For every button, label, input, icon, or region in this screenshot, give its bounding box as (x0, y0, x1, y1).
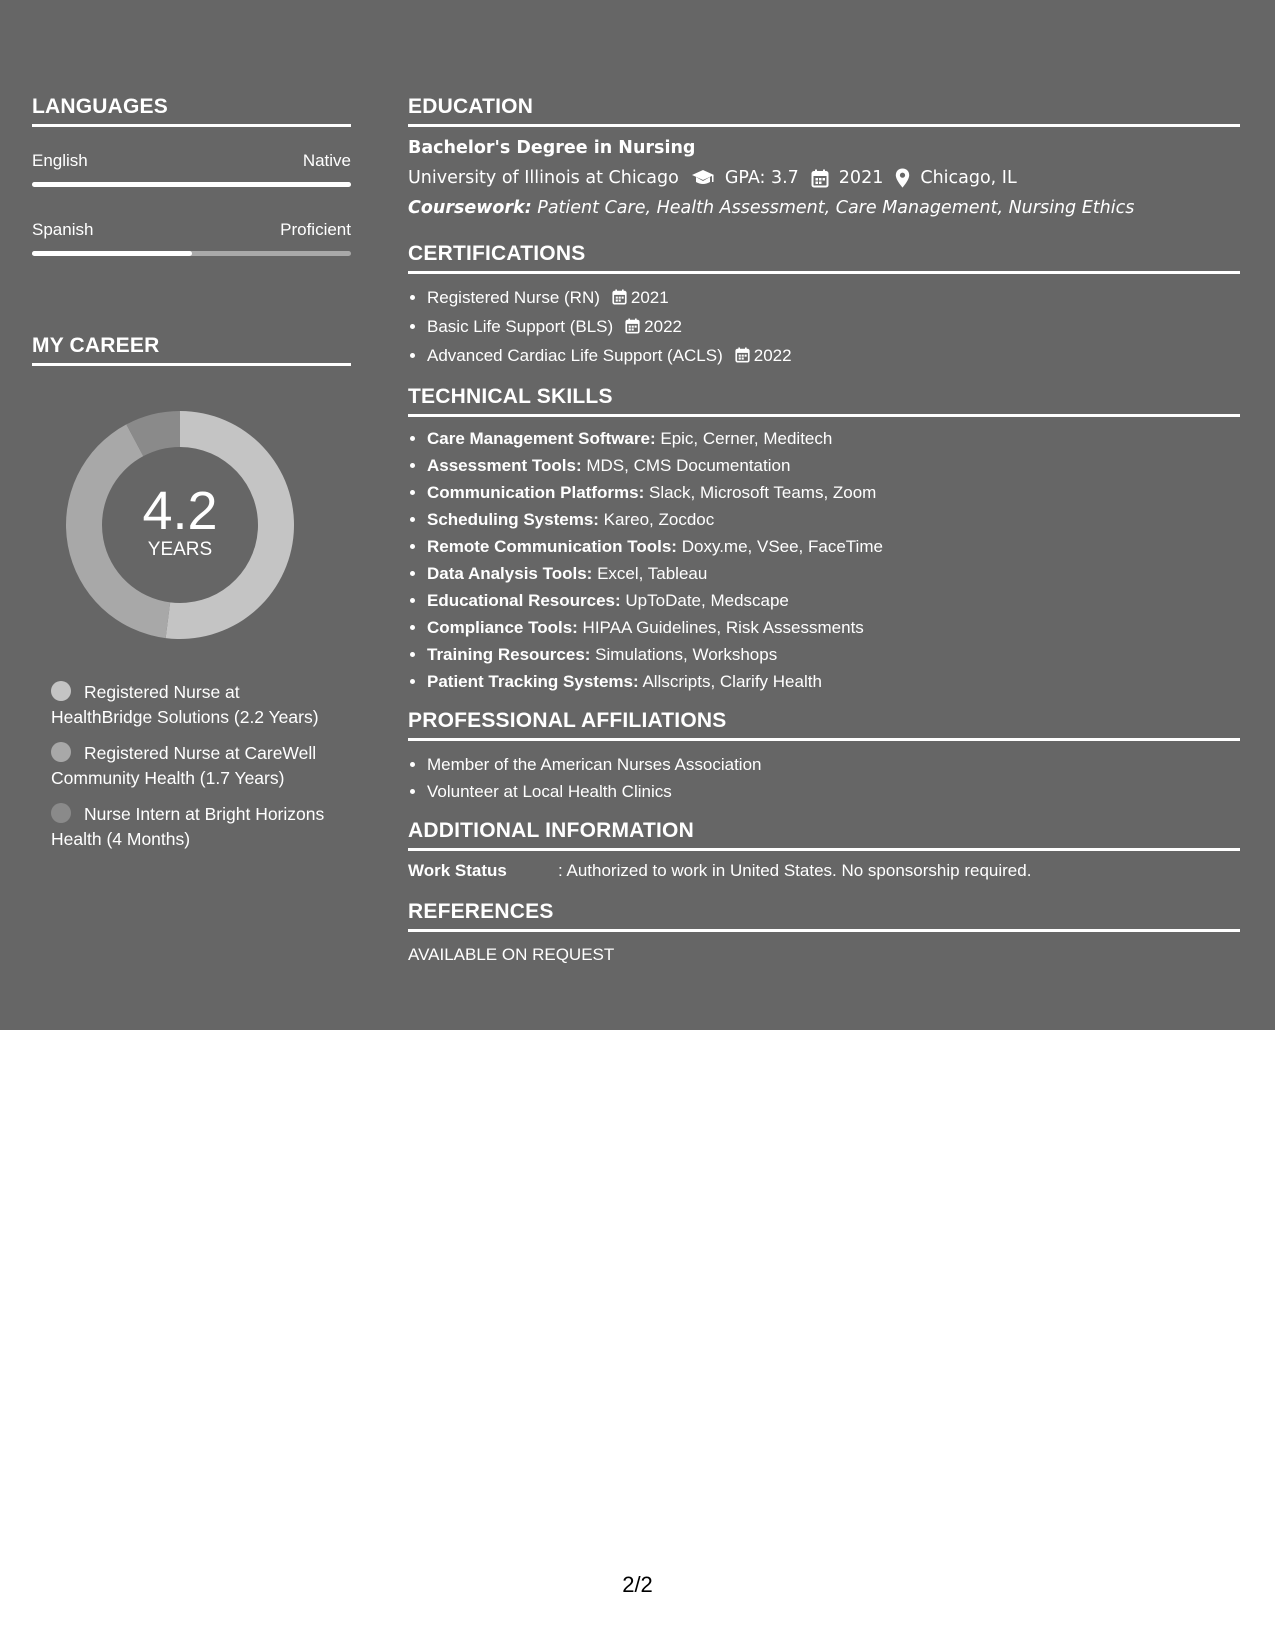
language-level: Proficient (280, 220, 351, 239)
certifications-list (408, 284, 1240, 371)
gpa: GPA: 3.7 (724, 168, 799, 188)
calendar-icon (625, 315, 640, 342)
skill-value: Epic, Cerner, Meditech (660, 429, 833, 448)
career-legend (51, 680, 341, 851)
skill-item (427, 641, 1240, 668)
certification-year: 2021 (630, 288, 669, 307)
donut-center (65, 410, 295, 640)
school-location: Chicago, IL (920, 168, 1017, 188)
language-item (32, 151, 351, 187)
skill-value: MDS, CMS Documentation (586, 456, 791, 475)
certifications-title: CERTIFICATIONS (408, 242, 1240, 274)
skill-value: Doxy.me, VSee, FaceTime (681, 537, 883, 556)
affiliations-list (408, 751, 1240, 805)
certification-item (427, 313, 1240, 342)
language-bar-fill (32, 182, 351, 187)
calendar-icon (735, 344, 750, 371)
certifications-section (408, 242, 1240, 371)
career-title: MY CAREER (32, 334, 351, 366)
languages-title: LANGUAGES (32, 95, 351, 127)
left-column (32, 95, 351, 863)
education-title: EDUCATION (408, 95, 1240, 127)
certification-item (427, 342, 1240, 371)
legend-dot-icon (51, 803, 71, 823)
references-title: REFERENCES (408, 900, 1240, 932)
additional-section (408, 819, 1240, 882)
skill-item (427, 533, 1240, 560)
references-section (408, 900, 1240, 966)
career-legend-item (51, 741, 341, 790)
certification-year: 2022 (644, 317, 682, 336)
affiliations-title: PROFESSIONAL AFFILIATIONS (408, 709, 1240, 741)
calendar-icon (612, 286, 627, 313)
skill-label: Data Analysis Tools: (427, 564, 593, 583)
affiliations-section (408, 709, 1240, 805)
skill-item (427, 560, 1240, 587)
skill-value: Slack, Microsoft Teams, Zoom (648, 483, 877, 502)
coursework-label: Coursework: (408, 198, 532, 218)
language-name: English (32, 151, 88, 170)
skill-label: Remote Communication Tools: (427, 537, 677, 556)
calendar-icon (811, 169, 829, 188)
certification-year: 2022 (753, 346, 792, 365)
work-status-value: : Authorized to work in United States. No sponsorship required. (558, 861, 1032, 880)
skill-value: Allscripts, Clarify Health (642, 672, 822, 691)
skill-item (427, 587, 1240, 614)
skills-list (408, 425, 1240, 695)
certification-name: Basic Life Support (BLS) (427, 317, 614, 336)
skill-value: HIPAA Guidelines, Risk Assessments (582, 618, 864, 637)
education-details (408, 166, 1240, 190)
right-column (408, 95, 1240, 966)
skill-item (427, 506, 1240, 533)
skill-label: Scheduling Systems: (427, 510, 599, 529)
career-role-label: Registered Nurse at HealthBridge Solutions (2.2 Years) (51, 682, 319, 727)
skill-label: Educational Resources: (427, 591, 621, 610)
language-name: Spanish (32, 220, 94, 239)
work-status-label: Work Status (408, 861, 507, 880)
certification-name: Advanced Cardiac Life Support (ACLS) (427, 346, 723, 365)
legend-dot-icon (51, 742, 71, 762)
coursework (408, 196, 1240, 220)
language-bar-fill (32, 251, 192, 256)
skill-item (427, 479, 1240, 506)
language-level: Native (302, 151, 351, 170)
skill-label: Assessment Tools: (427, 456, 582, 475)
skill-value: Kareo, Zocdoc (603, 510, 715, 529)
skill-item (427, 425, 1240, 452)
language-item (32, 220, 351, 256)
career-legend-item (51, 680, 341, 729)
skills-section (408, 385, 1240, 695)
work-status-row (408, 860, 1240, 882)
skills-title: TECHNICAL SKILLS (408, 385, 1240, 417)
career-donut-chart (65, 410, 295, 640)
skill-item (427, 452, 1240, 479)
skill-label: Training Resources: (427, 645, 591, 664)
career-role-label: Nurse Intern at Bright Horizons Health (4 Months) (51, 804, 325, 849)
additional-title: ADDITIONAL INFORMATION (408, 819, 1240, 851)
career-total-years: 4.2 (142, 481, 218, 541)
references-text: AVAILABLE ON REQUEST (408, 945, 615, 964)
skill-value: Excel, Tableau (597, 564, 708, 583)
graduation-cap-icon (691, 169, 715, 187)
skill-value: Simulations, Workshops (595, 645, 778, 664)
skill-item (427, 668, 1240, 695)
career-total-unit: YEARS (147, 539, 213, 560)
affiliation-item: • Member of the American Nurses Association (427, 751, 1240, 778)
skill-label: Communication Platforms: (427, 483, 645, 502)
language-bar (32, 182, 351, 187)
school-name: University of Illinois at Chicago (408, 168, 679, 188)
graduation-year: 2021 (838, 168, 884, 188)
certification-name: Registered Nurse (RN) (427, 288, 600, 307)
career-legend-item (51, 802, 341, 851)
skill-label: Compliance Tools: (427, 618, 578, 637)
skill-value: UpToDate, Medscape (625, 591, 789, 610)
language-bar (32, 251, 351, 256)
coursework-list: Patient Care, Health Assessment, Care Management, Nursing Ethics (537, 198, 1135, 218)
legend-dot-icon (51, 681, 71, 701)
career-role-label: Registered Nurse at CareWell Community Health (1.7 Years) (51, 743, 317, 788)
affiliation-item: • Volunteer at Local Health Clinics (427, 778, 1240, 805)
certification-item (427, 284, 1240, 313)
location-pin-icon (895, 168, 910, 188)
skill-label: Patient Tracking Systems: (427, 672, 639, 691)
skill-item (427, 614, 1240, 641)
skill-label: Care Management Software: (427, 429, 656, 448)
degree-name: Bachelor's Degree in Nursing (408, 138, 696, 158)
page-number: 2/2 (622, 1572, 653, 1597)
